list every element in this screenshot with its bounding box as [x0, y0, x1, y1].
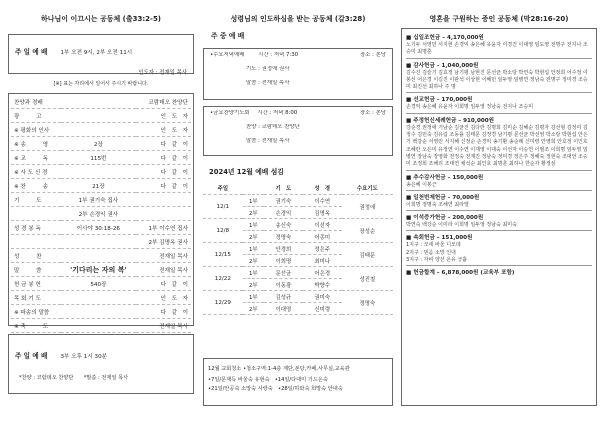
schedule-reading: 최미나 [303, 255, 342, 267]
schedule-part: 1부 [243, 267, 264, 279]
afternoon-time: 3부 오후 1시 30분 [60, 354, 108, 360]
schedule-header-cell: 성 경 [303, 182, 342, 195]
schedule-reading: 이수연 [303, 195, 342, 207]
schedule-part: 1부 [243, 291, 264, 303]
schedule-header-cell: 수요기도 [342, 182, 393, 195]
schedule-table-wrap [203, 182, 393, 315]
order-right [136, 207, 191, 221]
order-row [11, 109, 191, 123]
order-row [11, 319, 191, 333]
offering-category: ■ 십일조헌금 – 4,170,000원 [406, 35, 484, 41]
divider [406, 265, 592, 266]
order-item: 찬양과 경배 [14, 99, 43, 106]
wed-time: 시간 : 저녁 7:30 [258, 52, 299, 58]
order-row [11, 235, 191, 249]
fri-place: 장소 : 본당 [359, 110, 386, 116]
fri-time: 시간 : 저녁 8:00 [257, 110, 298, 116]
schedule-date: 12/8 [203, 219, 243, 243]
schedule-reading: 박향수 [303, 279, 342, 291]
service-header: 주 일 예 배 [15, 48, 48, 56]
order-mid [61, 291, 136, 305]
column-title: 영혼을 구원하는 증인 공동체 (막28:16-20) [429, 15, 569, 23]
schedule-row [203, 195, 393, 207]
schedule-row [203, 291, 393, 303]
schedule-prayer: 송신숙 [264, 219, 303, 231]
sunday-service-box [8, 34, 194, 74]
order-mid: 21장 [92, 183, 105, 190]
schedule-prayer: 이희명 [264, 255, 303, 267]
column-worship [8, 0, 194, 424]
schedule-prayer: 김성규 [264, 291, 303, 303]
schedule-date: 12/29 [203, 291, 243, 315]
offering-category: ■ 선교헌금 – 170,000원 [406, 97, 473, 104]
order-item: ※ 교 독 [14, 155, 49, 162]
offering-names: 3지구 : 자비 양선 온유 긍휼 [406, 257, 468, 264]
schedule-prayer: 정명숙 [264, 231, 303, 243]
schedule-reading: 김명옥 [303, 207, 342, 219]
schedule-wed-prayer: 김태문 [342, 243, 393, 267]
schedule-part: 2부 [243, 255, 264, 267]
schedule-wed-prayer: 성진철 [342, 267, 393, 291]
schedule-wed-prayer: 권정애 [342, 195, 393, 219]
schedule-date: 12/15 [203, 243, 243, 267]
order-item: 성 찬 [14, 253, 42, 260]
schedule-prayer: 손경익 [264, 207, 303, 219]
order-right [136, 193, 191, 207]
order-row [11, 193, 191, 207]
offering-category: ■ 감사헌금 – 1,040,000원 [406, 62, 479, 69]
schedule-row [203, 267, 393, 279]
order-row [11, 123, 191, 137]
schedule-table [203, 182, 393, 315]
schedule-date: 12/1 [203, 195, 243, 219]
order-mid: 이사야 30:18-26 [76, 225, 120, 232]
order-right: 인 도 자 [160, 295, 188, 302]
schedule-header-cell [243, 182, 264, 195]
schedule-row [203, 219, 393, 231]
order-item: 헌 금 봉 헌 [14, 281, 41, 288]
schedule-wed-prayer: 장성순 [342, 219, 393, 243]
order-right: 다 같 이 [160, 281, 188, 288]
order-mid [61, 319, 136, 333]
divider [406, 113, 592, 114]
order-row [11, 165, 191, 179]
service-leader: 인도자 : 전재일 목사 [138, 70, 187, 76]
schedule-prayer: 안경희 [264, 243, 303, 255]
cleaning-box [203, 358, 393, 406]
wednesday-service-box [203, 48, 393, 100]
wed-prayer: 기도 : 권정애 권사 [246, 66, 290, 72]
order-mid [61, 123, 136, 137]
order-right: 전재일 목사 [159, 267, 188, 274]
schedule-part: 1부 [243, 195, 264, 207]
schedule-reading: 어은경 [303, 267, 342, 279]
offering-names: 박연숙 백강순 이미라 이희명 임두영 정남숙 최미숙 [406, 222, 517, 229]
order-mid [61, 249, 136, 263]
schedule-part: 2부 [243, 207, 264, 219]
order-item: ※ 파송의 말씀 [14, 309, 50, 316]
offering-names: 이희명 정명숙 조해연 최라엘 [406, 201, 469, 208]
order-item: ※ 축 도 [14, 323, 49, 330]
order-right: 다 같 이 [160, 169, 188, 176]
offering-category: ■ 속회헌금 – 151,000원 [406, 235, 473, 242]
order-mid: 2장 [93, 141, 103, 148]
order-right: 전재일 목사 [159, 323, 188, 330]
order-mid: 2부 손경익 권사 [78, 211, 119, 218]
schedule-title: 2024년 12월 예배 섬김 [209, 168, 284, 176]
order-item [11, 235, 61, 249]
order-row [11, 305, 191, 319]
offering-names: 1지구 : 모세 바울 디모데 [406, 242, 461, 249]
stand-note: [※] 표는 자리에서 일어서 주시기 바랍니다. [53, 81, 149, 87]
order-of-worship [8, 93, 194, 330]
offering-names: 강순경 권정애 기남순 김균진 김다란 김명희 김미순 김혜순 김평자 김선형 김정미 김정수 김민숙 김유림 조동률 김태문 김정경 남기평 문선균 박선영 박소랑 박현섭 안은기 백강순 서영민 서지혜 신정순 손경익 송기환 송순례 신미령 안영희 안호정 이인호 조혜란 오은미 유정연 이수연 이재영 이대숙 이선자 이승연 이필조 이희명 임두영 임병연 장남숙 장영화 전정숙 전재진 정남숙 정미경 정은주 정혜숙 정현숙 조대언 조승미 조정희 조해리 조태연 채석순 최인호 최명훈 최하나 한순자 황정심 [406, 124, 588, 168]
schedule-row [203, 243, 393, 255]
column-offerings [401, 0, 597, 424]
cleaning-line-2: •7일/문재득 바울숙 유현숙 •14일/다대미 기드온숙 [208, 377, 328, 383]
column-title: 하나님이 이끄시는 공동체 (출33:2-5) [40, 15, 162, 23]
order-item: 광 고 [14, 113, 42, 120]
order-right: 다 같 이 [160, 141, 188, 148]
schedule-prayer: 이대영 [264, 303, 303, 315]
schedule-header-row [203, 182, 393, 195]
fri-praise: 찬양 : 코람데오 찬양단 [246, 124, 300, 130]
divider [406, 190, 592, 191]
order-item: ※ 찬 송 [14, 183, 49, 190]
order-mid: 1부 권기숙 집사 [78, 197, 119, 204]
order-row [11, 277, 191, 291]
offering-names: 송은혜 이봉근 [406, 181, 437, 188]
schedule-part: 1부 [243, 243, 264, 255]
friday-service-box [203, 106, 393, 156]
offering-category: ■ 헌금합계 – 6,878,000원 (교육부 포함) [406, 270, 515, 277]
schedule-part: 2부 [243, 231, 264, 243]
order-right: 인 도 자 [160, 113, 188, 120]
order-row [11, 249, 191, 263]
order-mid [61, 165, 136, 179]
afternoon-detail: *찬양 : 코람데오 찬양단 *말씀 : 전재일 목사 [19, 375, 129, 381]
order-mid [61, 95, 136, 109]
schedule-reading: 어종미 [303, 231, 342, 243]
wed-place: 장소 : 본당 [359, 52, 386, 58]
schedule-prayer: 권기숙 [264, 195, 303, 207]
order-item: ※ 송 영 [14, 141, 49, 148]
wed-word: 말씀 : 전재일 목사 [246, 80, 290, 86]
cleaning-line-1: 12월 교회청소 •청소구역:1-4층 계단,본당,카페,사무실,교육관 [208, 366, 350, 372]
schedule-part: 1부 [243, 219, 264, 231]
cleaning-line-3: •21일/안공숙 소망숙 사랑숙 •28일/하와숙 희망숙 안내숙 [208, 386, 343, 392]
schedule-reading: 이선자 [303, 219, 342, 231]
offering-names: 노기두 서영민 서지현 손경익 송은혜 유윤자 이경진 이대영 임도영 전명구 전지나 조승미 최명훈 [406, 42, 588, 56]
order-item: ※ 평화의 인사 [14, 127, 50, 134]
weekday-header: 주 중 예 배 [211, 32, 245, 40]
order-right: 코람데오 찬양단 [148, 99, 188, 106]
schedule-header-cell: 기 도 [264, 182, 303, 195]
order-right: 전재일 목사 [159, 253, 188, 260]
order-item: 목 회 기 도 [14, 295, 41, 302]
order-item [11, 207, 61, 221]
order-row [11, 137, 191, 151]
order-right: 2부 김명옥 권사 [148, 239, 188, 246]
order-mid: 540장 [90, 281, 107, 288]
offering-names: 2지구 : 믿음 소망 인내 [406, 249, 456, 256]
column-weekday [203, 0, 393, 424]
order-right: 다 같 이 [160, 183, 188, 190]
schedule-part: 2부 [243, 279, 264, 291]
wed-name: •수요저녁예배 [210, 52, 245, 58]
divider [406, 170, 592, 171]
order-row [11, 95, 191, 109]
order-row [11, 179, 191, 193]
divider [406, 92, 592, 93]
fri-word: 말씀 : 전재일 목사 [246, 138, 290, 144]
order-item: ※ 사 도 신 경 [14, 169, 48, 176]
fri-name: •금요찬양기도회 [210, 110, 250, 116]
schedule-header-cell: 주일 [203, 182, 243, 195]
order-mid: 115번 [90, 155, 107, 162]
order-right: 인 도 자 [160, 127, 188, 134]
order-row [11, 207, 191, 221]
schedule-reading: 정은주 [303, 243, 342, 255]
schedule-reading: 신미령 [303, 303, 342, 315]
order-right: 다 같 이 [160, 309, 188, 316]
service-times: 1부 오전 9시, 2부 오전 11시 [60, 50, 133, 56]
order-mid [61, 109, 136, 123]
order-row [11, 263, 191, 277]
schedule-part: 2부 [243, 303, 264, 315]
offering-category: ■ 추수감사헌금 – 150,000원 [406, 174, 484, 181]
schedule-prayer: 이동광 [264, 279, 303, 291]
schedule-date: 12/22 [203, 267, 243, 291]
order-item: 말 씀 [14, 267, 42, 274]
divider [406, 58, 592, 59]
offerings-box [401, 28, 597, 406]
order-mid: '기다리는 자의 복' [70, 265, 127, 274]
schedule-reading: 권미숙 [303, 291, 342, 303]
order-item: 성 경 봉 독 [14, 225, 41, 232]
order-right: 다 같 이 [160, 155, 188, 162]
order-row [11, 221, 191, 235]
offering-names: 손경익 송은혜 유윤자 이희명 임두영 정남숙 전지나 조승미 [406, 104, 534, 111]
schedule-prayer: 문선균 [264, 267, 303, 279]
offering-category: ■ 일천번제헌금 – 70,000원 [406, 194, 480, 201]
divider [406, 230, 592, 231]
column-title: 성령님의 인도하심을 받는 공동체 (갈3:28) [230, 15, 366, 23]
offering-category: ■ 주정헌신세례헌금 – 910,000원 [406, 117, 495, 124]
order-table [11, 95, 191, 333]
offering-names: 김수진 김슬기 김효정 남기평 남현진 문선균 박소랑 박연숙 박현섭 안정희 어수정 이봉선 어은경 이길진 이판석 이상현 이혜민 임두영 임병연 정남숙 전명구 정미경 조승미 최진선 최하나 주 명 [406, 69, 588, 91]
order-row [11, 291, 191, 305]
order-right: 1부 이수연 집사 [148, 225, 188, 232]
afternoon-service-box [8, 334, 194, 394]
schedule-wed-prayer: 정명숙 [342, 291, 393, 315]
offering-category: ■ 이석증가헌금 – 200,000원 [406, 215, 484, 222]
afternoon-header: 주 일 예 배 [15, 352, 48, 360]
divider [406, 210, 592, 211]
order-mid [61, 305, 136, 319]
order-mid [61, 235, 136, 249]
order-row [11, 151, 191, 165]
order-item: 기 도 [14, 197, 42, 204]
